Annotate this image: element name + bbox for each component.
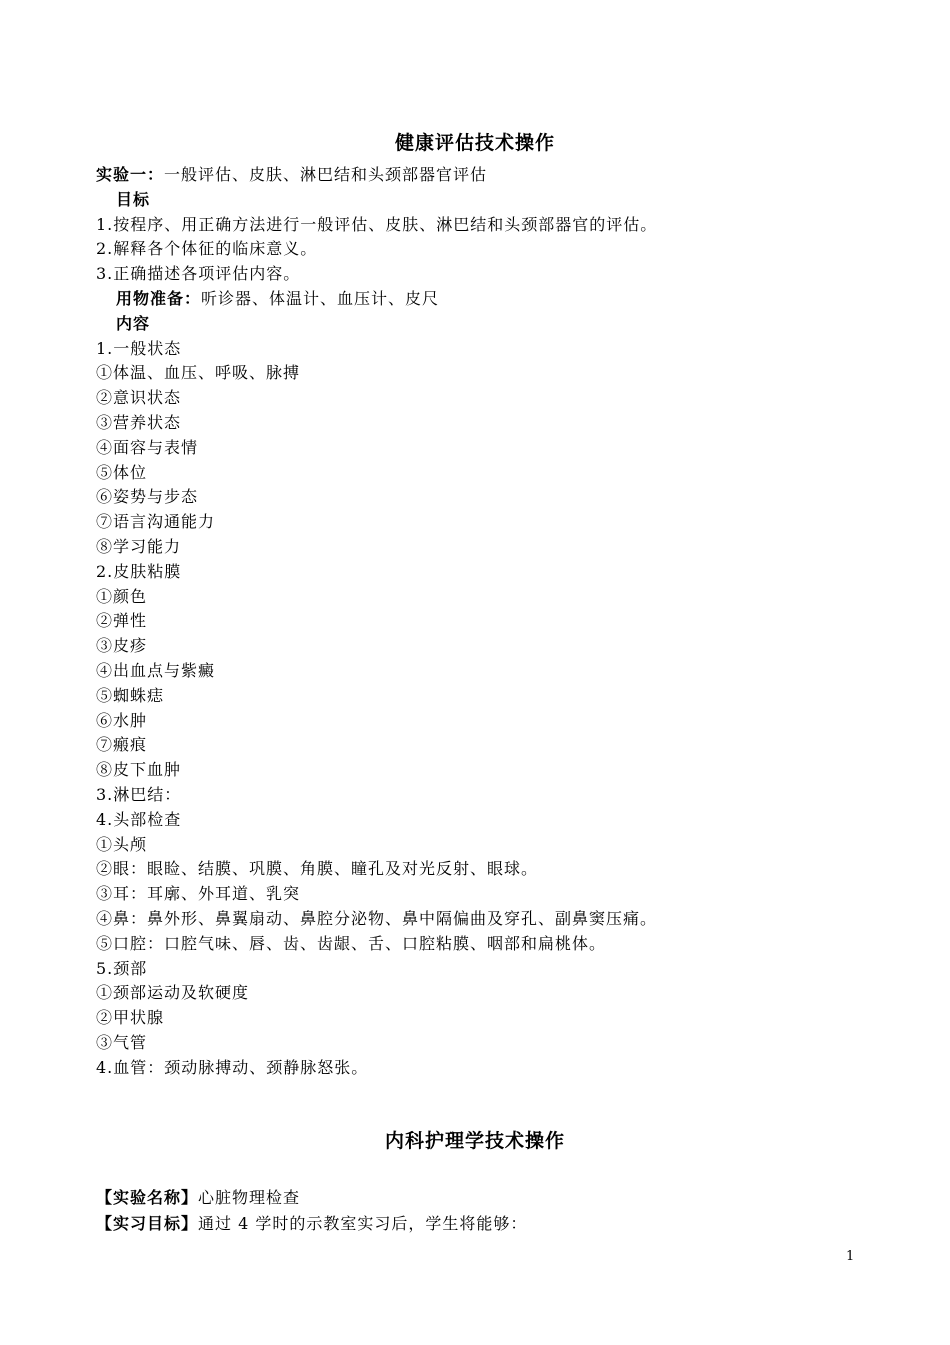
text-line — [96, 510, 657, 535]
text-line — [96, 1185, 527, 1211]
line-text: ③营养状态 — [96, 412, 182, 432]
line-text: ⑥水肿 — [96, 710, 148, 730]
line-text: 1.一般状态 — [96, 338, 182, 358]
text-line — [96, 783, 657, 808]
line-text: ⑦瘢痕 — [96, 735, 148, 755]
text-line — [96, 585, 657, 610]
line-text: ②弹性 — [96, 611, 148, 631]
text-line — [96, 733, 657, 758]
line-text: ①颜色 — [96, 586, 148, 606]
line-text: ②意识状态 — [96, 388, 182, 408]
line-text: 4.头部检查 — [96, 809, 182, 829]
text-line — [96, 659, 657, 684]
line-text: ①颈部运动及软硬度 — [96, 983, 250, 1003]
text-line — [96, 684, 657, 709]
line-text: ⑧学习能力 — [96, 536, 182, 556]
text-line — [96, 386, 657, 411]
line-text: ④出血点与紫癜 — [96, 660, 216, 680]
text-line — [96, 1031, 657, 1056]
text-line — [96, 957, 657, 982]
line-text: ③耳：耳廓、外耳道、乳突 — [96, 884, 301, 904]
line-text: ①体温、血压、呼吸、脉搏 — [96, 363, 301, 383]
line-text: ⑥姿势与步态 — [96, 487, 199, 507]
text-line — [96, 436, 657, 461]
text-line — [96, 833, 657, 858]
text-line — [96, 262, 657, 287]
text-line — [96, 758, 657, 783]
line-label: 目标 — [116, 189, 151, 209]
line-text: 4.血管：颈动脉搏动、颈静脉怒张。 — [96, 1057, 369, 1077]
page-number: 1 — [846, 1249, 855, 1264]
text-line — [96, 882, 657, 907]
text-line — [96, 1211, 527, 1237]
line-text: ①头颅 — [96, 834, 148, 854]
line-text: ②眼：眼睑、结膜、巩膜、角膜、瞳孔及对光反射、眼球。 — [96, 859, 539, 879]
line-text: ②甲状腺 — [96, 1008, 165, 1028]
line-text: ⑦语言沟通能力 — [96, 512, 216, 532]
text-line — [96, 1006, 657, 1031]
section-body — [96, 1185, 527, 1237]
line-text: 通过 4 学时的示教室实习后，学生将能够： — [198, 1214, 528, 1233]
section-title: 健康评估技术操作 — [394, 132, 555, 154]
line-label: 【实验名称】 — [96, 1188, 199, 1207]
text-line — [96, 609, 657, 634]
text-line — [96, 932, 657, 957]
text-line — [96, 485, 657, 510]
text-line — [96, 1056, 657, 1081]
line-label: 用物准备： — [116, 288, 202, 308]
line-text: ④面容与表情 — [96, 437, 199, 457]
line-text: 2.皮肤粘膜 — [96, 561, 182, 581]
line-text: 1.按程序、用正确方法进行一般评估、皮肤、淋巴结和头颈部器官的评估。 — [96, 214, 658, 234]
line-text: 3.淋巴结： — [96, 784, 182, 804]
line-text: ④鼻：鼻外形、鼻翼扇动、鼻腔分泌物、鼻中隔偏曲及穿孔、副鼻窦压痛。 — [96, 908, 658, 928]
line-text: 一般评估、皮肤、淋巴结和头颈部器官评估 — [164, 165, 488, 184]
line-text: ⑤口腔：口腔气味、唇、齿、齿龈、舌、口腔粘膜、咽部和扁桃体。 — [96, 933, 607, 953]
line-text: 听诊器、体温计、血压计、皮尺 — [201, 288, 440, 308]
text-line — [96, 808, 657, 833]
line-text: 2.解释各个体征的临床意义。 — [96, 239, 318, 259]
text-line — [96, 634, 657, 659]
text-line — [96, 461, 657, 486]
line-text: ⑤体位 — [96, 462, 148, 482]
section-body — [96, 163, 657, 1080]
text-line — [96, 981, 657, 1006]
line-text: ⑤蜘蛛痣 — [96, 685, 165, 705]
text-line — [96, 287, 657, 312]
line-label: 【实习目标】 — [96, 1214, 199, 1233]
line-text: ③气管 — [96, 1032, 148, 1052]
line-label: 内容 — [116, 313, 151, 333]
line-text: 5.颈部 — [96, 958, 148, 978]
line-text: 心脏物理检查 — [198, 1188, 301, 1207]
text-line — [96, 213, 657, 238]
text-line — [96, 709, 657, 734]
section-title: 内科护理学技术操作 — [384, 1130, 565, 1152]
text-line — [96, 411, 657, 436]
line-text: ⑧皮下血肿 — [96, 760, 182, 780]
text-line — [96, 312, 657, 337]
text-line — [96, 163, 657, 188]
line-label: 实验一： — [96, 165, 165, 184]
text-line — [96, 237, 657, 262]
text-line — [96, 857, 657, 882]
line-text: 3.正确描述各项评估内容。 — [96, 264, 301, 284]
text-line — [96, 560, 657, 585]
text-line — [96, 337, 657, 362]
text-line — [96, 188, 657, 213]
text-line — [96, 907, 657, 932]
text-line — [96, 361, 657, 386]
line-text: ③皮疹 — [96, 636, 148, 656]
text-line — [96, 535, 657, 560]
